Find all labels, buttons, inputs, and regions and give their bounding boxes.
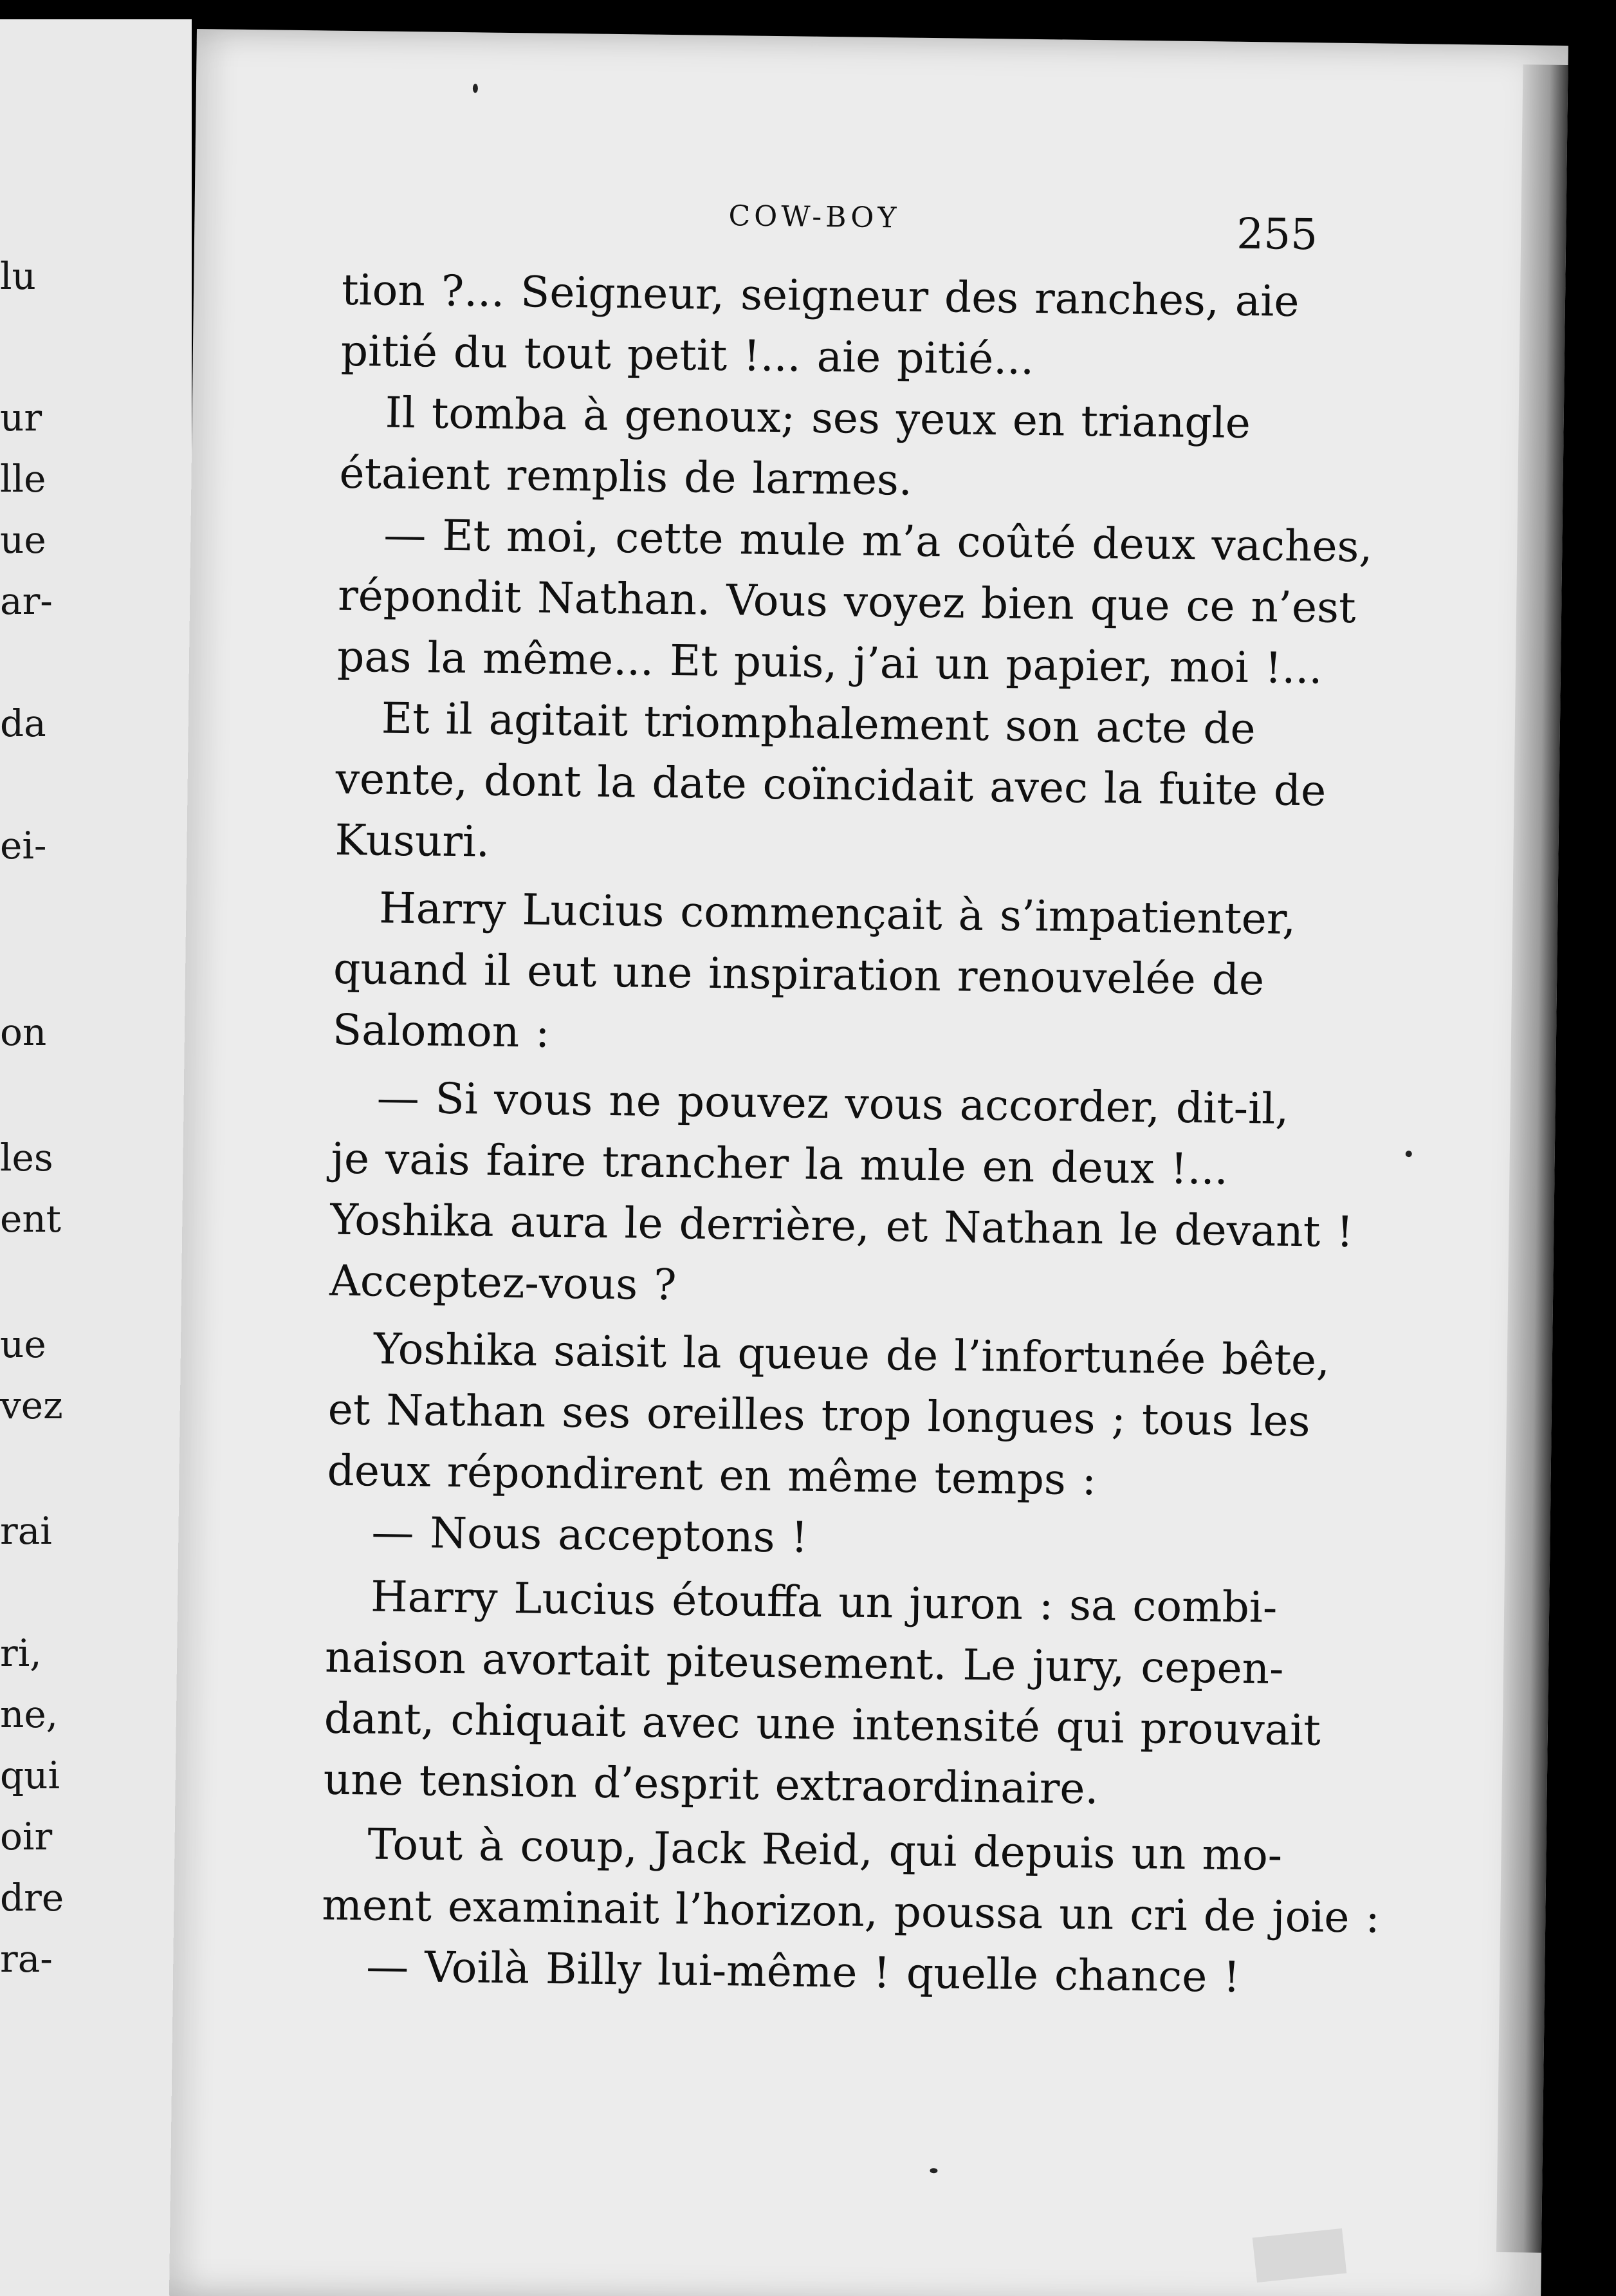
left-page-fragment: ar-	[0, 579, 53, 623]
left-facing-page	[0, 19, 192, 2296]
text-line: naison avortait piteusement. Le jury, cepen-	[324, 1632, 1284, 1694]
text-line: et Nathan ses oreilles trop longues ; tous les	[327, 1384, 1310, 1447]
text-line: une tension d’esprit extraordinaire.	[323, 1754, 1099, 1814]
left-page-fragment: lle	[0, 457, 46, 501]
left-page-fragment: ent	[0, 1197, 61, 1241]
left-page-fragment: vez	[0, 1384, 63, 1427]
left-page-fragment: ue	[0, 518, 46, 562]
left-page-fragment: on	[0, 1010, 47, 1054]
text-line: — Si vous ne pouvez vous accorder, dit-il,	[376, 1073, 1289, 1134]
text-line: ment examinait l’horizon, poussa un cri de joie :	[321, 1880, 1381, 1943]
text-line: Harry Lucius étouffa un juron : sa combi-	[370, 1571, 1278, 1633]
text-line: Salomon :	[332, 1004, 550, 1057]
left-page-fragment: ne,	[0, 1692, 59, 1736]
text-line: quand il eut une inspiration renouvelée de	[333, 943, 1265, 1005]
text-line: pitié du tout petit !... aie pitié...	[340, 326, 1034, 384]
scan-speck	[1406, 1151, 1412, 1157]
left-page-fragment: qui	[0, 1754, 60, 1797]
book-page	[169, 29, 1568, 2296]
left-page-fragment: lu	[0, 254, 36, 298]
text-line: Yoshika saisit la queue de l’infortunée bête,	[373, 1324, 1330, 1385]
left-page-fragment: dre	[0, 1876, 64, 1920]
text-line: Yoshika aura le derrière, et Nathan le devant !	[329, 1194, 1354, 1257]
left-page-fragment: da	[0, 701, 46, 745]
left-page-fragment: ra-	[0, 1937, 53, 1981]
paper-label-scrap	[1253, 2228, 1347, 2282]
text-line: Il tomba à genoux; ses yeux en triangle	[385, 387, 1251, 449]
left-page-fragment: les	[0, 1136, 53, 1180]
text-line: je vais faire trancher la mule en deux !...	[331, 1133, 1229, 1194]
text-line: Kusuri.	[335, 815, 490, 867]
text-line: étaient remplis de larmes.	[339, 448, 913, 505]
text-line: — Nous acceptons !	[371, 1507, 809, 1562]
left-page-fragment: rai	[0, 1509, 52, 1553]
page-number: 255	[1236, 208, 1318, 260]
running-header: COW-BOY	[728, 199, 901, 235]
left-page-fragment: ei-	[0, 824, 47, 867]
text-line: — Voilà Billy lui-même ! quelle chance !	[365, 1941, 1241, 2003]
text-line: dant, chiquait avec une intensité qui prouvait	[324, 1693, 1321, 1755]
text-line: vente, dont la date coïncidait avec la fuite de	[335, 754, 1327, 816]
left-page-fragment: oir	[0, 1815, 53, 1858]
text-line: répondit Nathan. Vous voyez bien que ce n’est	[337, 570, 1356, 633]
scan-speck	[473, 84, 478, 93]
text-line: — Et moi, cette mule m’a coûté deux vaches,	[383, 510, 1373, 572]
text-line: Acceptez-vous ?	[329, 1255, 677, 1310]
text-line: Et il agitait triomphalement son acte de	[381, 693, 1256, 754]
text-line: deux répondirent en même temps :	[327, 1445, 1097, 1505]
page-edge-shadow	[1496, 64, 1568, 2253]
text-line: tion ?... Seigneur, seigneur des ranches, aie	[341, 264, 1299, 326]
text-line: Harry Lucius commençait à s’impatienter,	[378, 883, 1296, 944]
scan-speck	[930, 2168, 937, 2173]
left-page-fragment: ri,	[0, 1631, 42, 1675]
text-line: Tout à coup, Jack Reid, qui depuis un mo-	[367, 1819, 1283, 1880]
text-line: pas la même... Et puis, j’ai un papier, moi !...	[336, 631, 1323, 694]
left-page-fragment: ur	[0, 396, 42, 440]
left-page-fragment: ue	[0, 1322, 46, 1366]
